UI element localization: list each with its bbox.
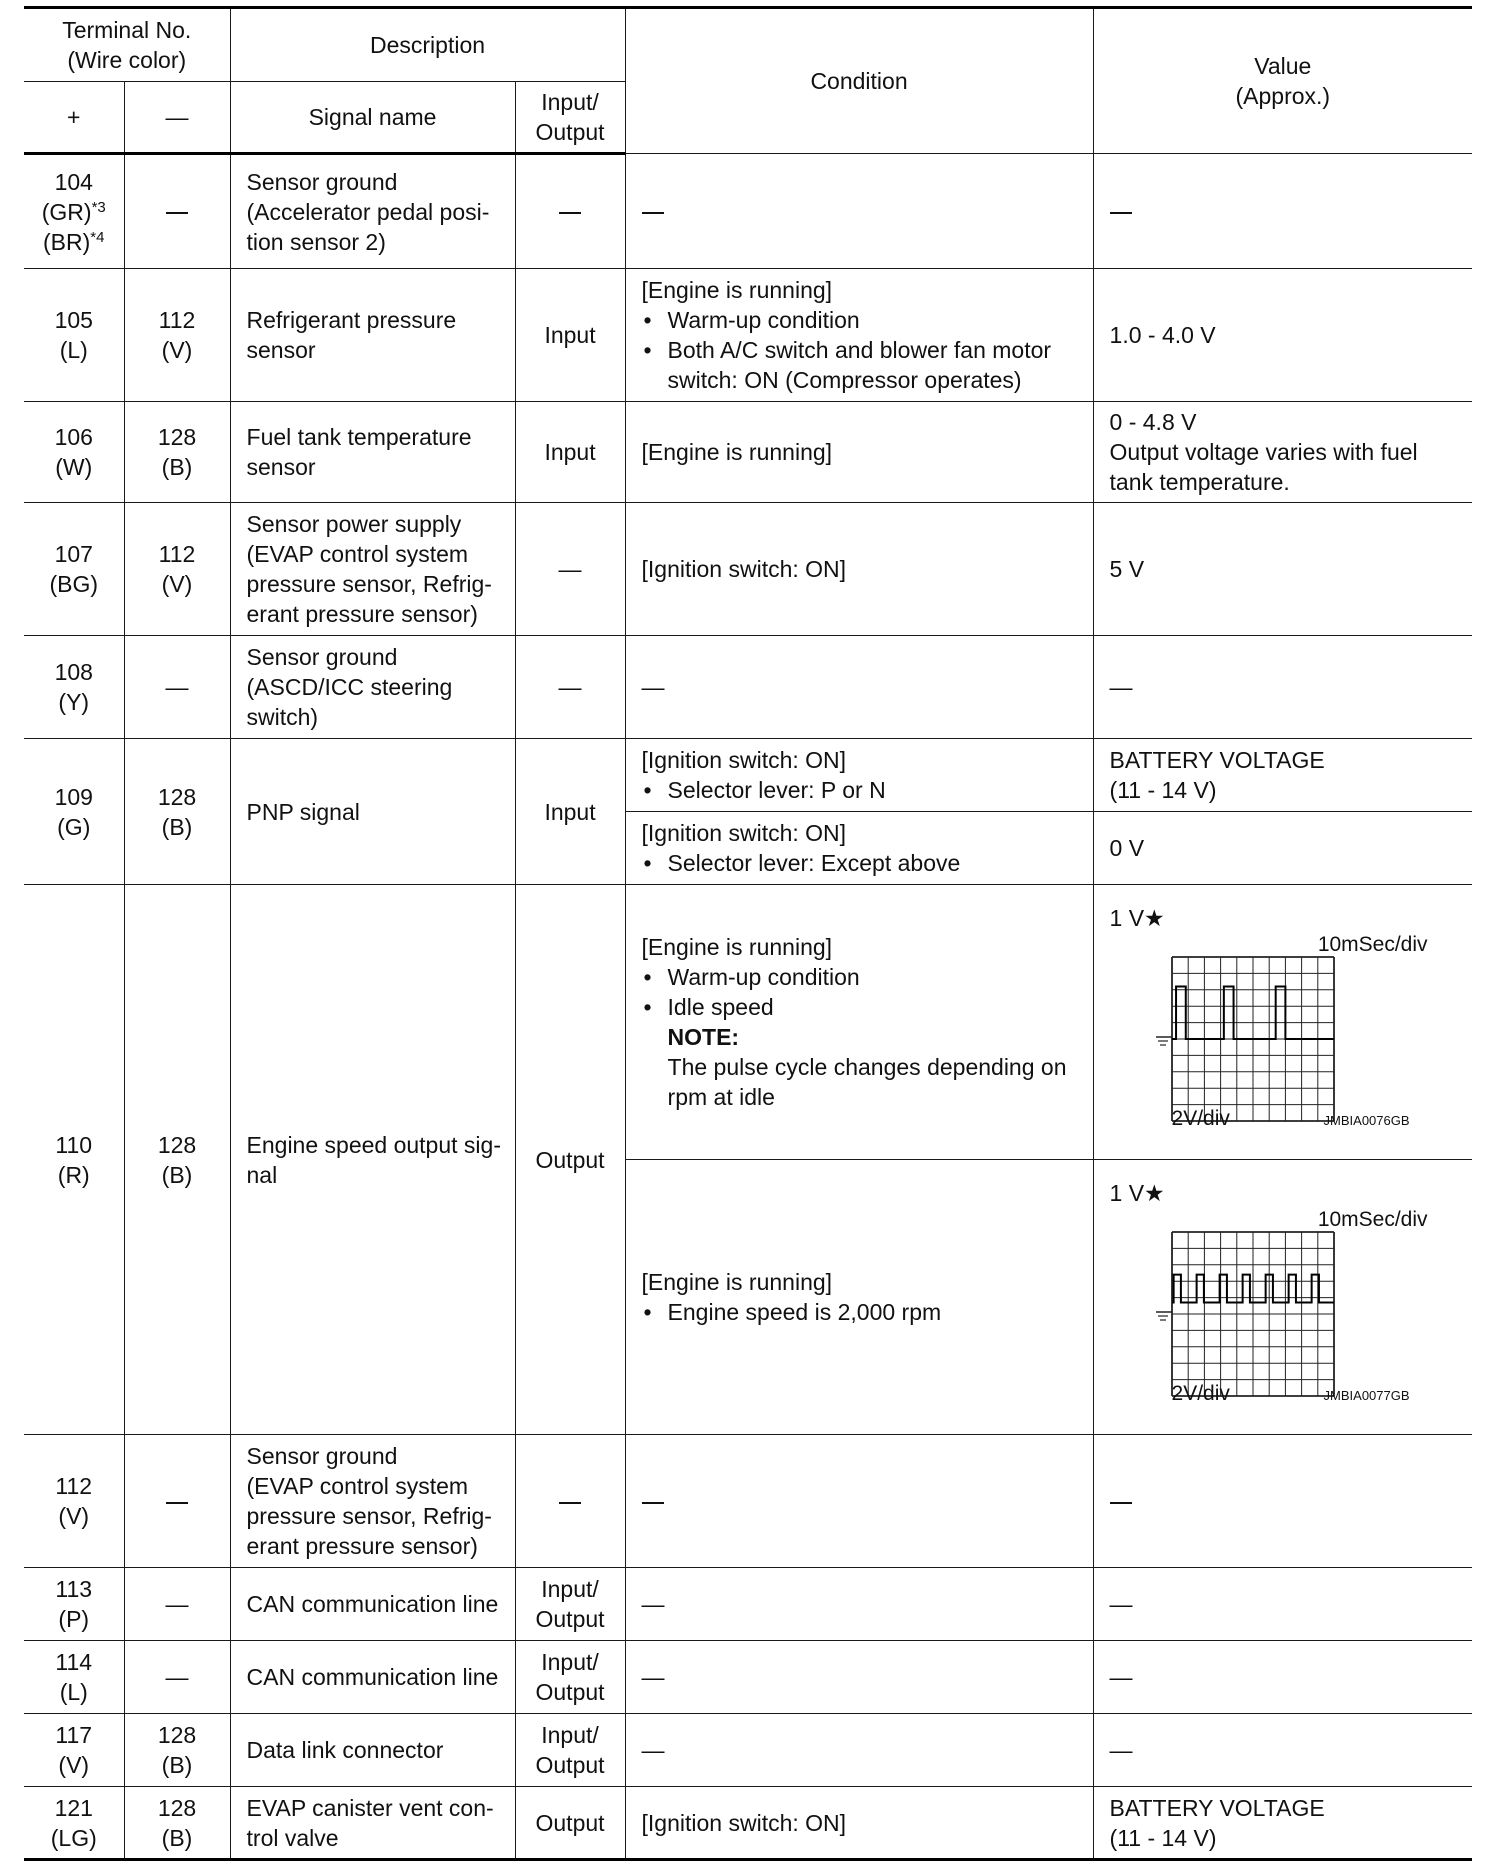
io: Output [515,885,625,1435]
dash [1110,1502,1132,1504]
value: 5 V [1093,503,1472,636]
waveform-graph [1094,1172,1472,1422]
table-row [24,269,1472,402]
table-row [24,503,1472,636]
io [515,1435,625,1568]
terminal-plus: 104 (GR)$^{*3}$ (BR)$^{*4}$ [24,154,124,269]
io: Input/ Output [515,1641,625,1714]
dash [559,1502,581,1504]
condition: [Engine is running] • Warm-up condition • Idle speed NOTE: The pulse cycle changes depending on rpm at idle [625,885,1093,1160]
value-header: Value (Approx.) [1093,8,1472,154]
value: — [1093,1641,1472,1714]
signal-name: Data link connector [230,1714,515,1787]
terminal-minus: — [124,1568,230,1641]
signal-name: Refrigerant pressure sensor [230,269,515,402]
condition: [Ignition switch: ON] [625,1787,1093,1860]
condition: [Engine is running] [625,402,1093,503]
value: 1.0 - 4.0 V [1093,269,1472,402]
io: Input [515,402,625,503]
terminal-minus: 128 (B) [124,1714,230,1787]
dash [559,212,581,214]
signal-name: Sensor ground (Accelerator pedal posi- tion sensor 2) [230,154,515,269]
condition: [Ignition switch: ON] [625,503,1093,636]
condition: — [625,1568,1093,1641]
terminal-plus: 117 (V) [24,1714,124,1787]
io: — [515,636,625,739]
value: 0 - 4.8 V Output voltage varies with fuel tank temperature. [1093,402,1472,503]
signal-name: CAN communication line [230,1641,515,1714]
terminal-plus: 105 (L) [24,269,124,402]
table-row [24,154,1472,269]
value [1093,154,1472,269]
value [1093,1160,1472,1435]
waveform-graph [1094,897,1472,1147]
terminal-plus: 114 (L) [24,1641,124,1714]
condition: [Ignition switch: ON] • Selector lever: Except above [625,812,1093,885]
condition: [Ignition switch: ON] • Selector lever: P or N [625,739,1093,812]
value [1093,885,1472,1160]
volt-scale-label: 2V/div [1171,1382,1230,1405]
signal-name: Engine speed output sig- nal [230,885,515,1435]
value: BATTERY VOLTAGE (11 - 14 V) [1093,1787,1472,1860]
condition [625,154,1093,269]
table-row [24,1568,1472,1641]
dash [1110,212,1132,214]
terminal-plus: 121 (LG) [24,1787,124,1860]
voltage-label: 1 V★ [1109,905,1165,931]
io: Input/ Output [515,1568,625,1641]
value: — [1093,636,1472,739]
table-row [24,885,1472,1160]
dash [642,1502,664,1504]
dash [166,212,188,214]
terminal-minus [124,1435,230,1568]
condition: — [625,1714,1093,1787]
table-row [24,1787,1472,1860]
io: Input [515,739,625,885]
dash [642,212,664,214]
signal-name: Fuel tank temperature sensor [230,402,515,503]
condition [625,1435,1093,1568]
condition: [Engine is running] • Engine speed is 2,000 rpm [625,1160,1093,1435]
figure-id: JMBIA0076GB [1323,1113,1410,1128]
note-label: NOTE: [667,1024,740,1050]
table-row [24,1714,1472,1787]
terminal-minus: 128 (B) [124,885,230,1435]
value: — [1093,1714,1472,1787]
terminal-minus: 112 (V) [124,503,230,636]
io: Input [515,269,625,402]
io: — [515,503,625,636]
table-row [24,636,1472,739]
terminal-minus [124,154,230,269]
volt-scale-label: 2V/div [1171,1107,1230,1130]
io [515,154,625,269]
terminal-minus: 128 (B) [124,739,230,885]
io: Input/ Output [515,1714,625,1787]
condition: — [625,636,1093,739]
plus-header: + [24,82,124,154]
terminal-minus: 128 (B) [124,402,230,503]
value: 0 V [1093,812,1472,885]
table-row [24,402,1472,503]
condition: [Engine is running] • Warm-up condition • Both A/C switch and blower fan motor switch: ON (Compressor operates) [625,269,1093,402]
signal-name: Sensor power supply (EVAP control system pressure sensor, Refrig- erant pressure sensor) [230,503,515,636]
value: — [1093,1568,1472,1641]
terminal-minus: 112 (V) [124,269,230,402]
note-text: The pulse cycle changes depending on rpm at idle [667,1054,1067,1110]
table-row [24,1435,1472,1568]
terminal-plus: 113 (P) [24,1568,124,1641]
condition-header: Condition [625,8,1093,154]
signal-name: PNP signal [230,739,515,885]
condition: — [625,1641,1093,1714]
value: BATTERY VOLTAGE (11 - 14 V) [1093,739,1472,812]
voltage-label: 1 V★ [1109,1180,1165,1206]
signal-name: EVAP canister vent con- trol valve [230,1787,515,1860]
terminal-plus: 107 (BG) [24,503,124,636]
oscilloscope-waveform [1094,1172,1473,1422]
description-header: Description [230,8,625,82]
minus-header: — [124,82,230,154]
terminal-plus: 109 (G) [24,739,124,885]
terminal-minus: — [124,1641,230,1714]
io: Output [515,1787,625,1860]
terminal-plus: 110 (R) [24,885,124,1435]
figure-id: JMBIA0077GB [1323,1388,1410,1403]
time-scale-label: 10mSec/div [1317,933,1428,956]
table-row [24,1641,1472,1714]
terminal-minus: 128 (B) [124,1787,230,1860]
signal-name: Sensor ground (ASCD/ICC steering switch) [230,636,515,739]
terminal-table [24,6,1472,1861]
signal-name: Sensor ground (EVAP control system pressure sensor, Refrig- erant pressure sensor) [230,1435,515,1568]
io-header: Input/ Output [515,82,625,154]
terminal-no-header: Terminal No. (Wire color) [24,8,230,82]
terminal-minus: — [124,636,230,739]
terminal-plus: 112 (V) [24,1435,124,1568]
value [1093,1435,1472,1568]
terminal-plus: 106 (W) [24,402,124,503]
signal-name-header: Signal name [230,82,515,154]
terminal-plus: 108 (Y) [24,636,124,739]
time-scale-label: 10mSec/div [1317,1208,1428,1231]
oscilloscope-waveform [1094,897,1473,1147]
header-row [24,8,1472,82]
dash [166,1502,188,1504]
table-row [24,739,1472,812]
signal-name: CAN communication line [230,1568,515,1641]
